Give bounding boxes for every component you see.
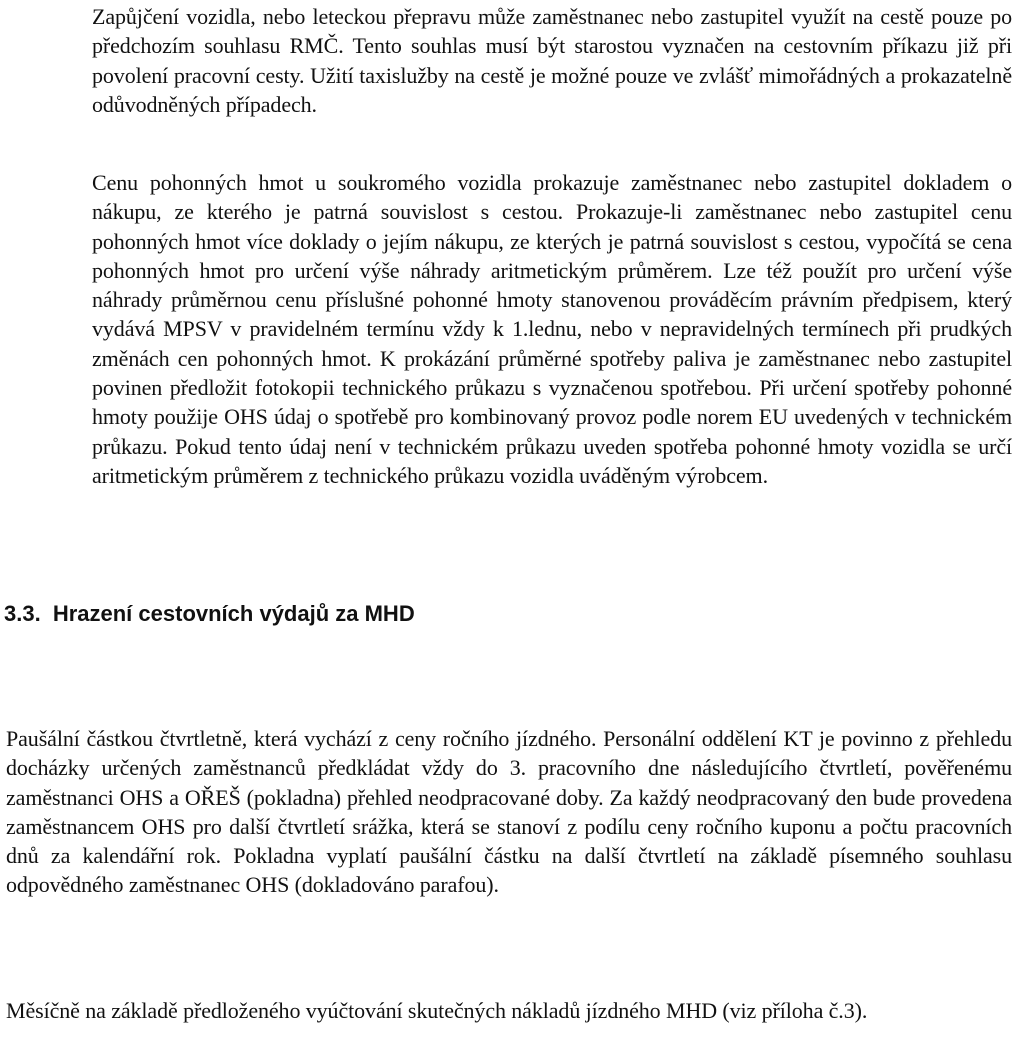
paragraph-monthly-billing: Měsíčně na základě předloženého vyúčtování skutečných nákladů jízdného MHD (viz příloha č.3). [6,998,868,1023]
section-number: 3.3. [4,601,41,626]
paragraph-vehicle-rental: Zapůjčení vozidla, nebo leteckou přepravu může zaměstnanec nebo zastupitel využít na cestě pouze po předchozím souhlasu RMČ. Tento souhlas musí být starostou vyznačen na cestovním příkazu již při povolení pracovní cesty. Užití taxislužby na cestě je možné pouze ve zvlášť mimořádných a prokazatelně odůvodněných případech. [92,4,1012,117]
paragraph-quarterly-lump-sum: Paušální částkou čtvrtletně, která vychází z ceny ročního jízdného. Personální oddělení KT je povinno z přehledu docházky určených zaměstnanců předkládat vždy do 3. pracovního dne následujícího čtvrtletí, pověřenému zaměstnanci OHS a OŘEŠ (pokladna) přehled neodpracované doby. Za každý neodpracovaný den bude provedena zaměstnancem OHS pro další čtvrtletí srážka, která se stanoví z podílu ceny ročního kuponu a počtu pracovních dnů za kalendářní rok. Pokladna vyplatí paušální částku na další čtvrtletí na základě písemného souhlasu odpovědného zaměstnanec OHS (dokladováno parafou). [6,726,1012,898]
paragraph-fuel-price: Cenu pohonných hmot u soukromého vozidla prokazuje zaměstnanec nebo zastupitel dokladem o nákupu, ze kterého je patrná souvislost s cestou. Prokazuje-li zaměstnanec nebo zastupitel cenu pohonných hmot více doklady o jejím nákupu, ze kterých je patrná souvislost s cestou, vypočítá se cena pohonných hmot pro určení výše náhrady aritmetickým průměrem. Lze též použít pro určení výše náhrady průměrnou cenu příslušné pohonné hmoty stanovenou prováděcím právním předpisem, který vydává MPSV v pravidelném termínu vždy k 1.lednu, nebo v nepravidelných termínech při prudkých změnách cen pohonných hmot. K prokázání průměrné spotřeby paliva je zaměstnanec nebo zastupitel povinen předložit fotokopii technického průkazu s vyznačenou spotřebou. Při určení spotřeby pohonné hmoty použije OHS údaj o spotřebě pro kombinovaný provoz podle norem EU uvedených v technickém průkazu. Pokud tento údaj není v technickém průkazu uveden spotřeba pohonné hmoty vozidla se určí aritmetickým průměrem z technického průkazu vozidla uváděným výrobcem. [92,170,1012,488]
section-title: Hrazení cestovních výdajů za MHD [52,601,415,626]
section-heading [4,600,415,628]
